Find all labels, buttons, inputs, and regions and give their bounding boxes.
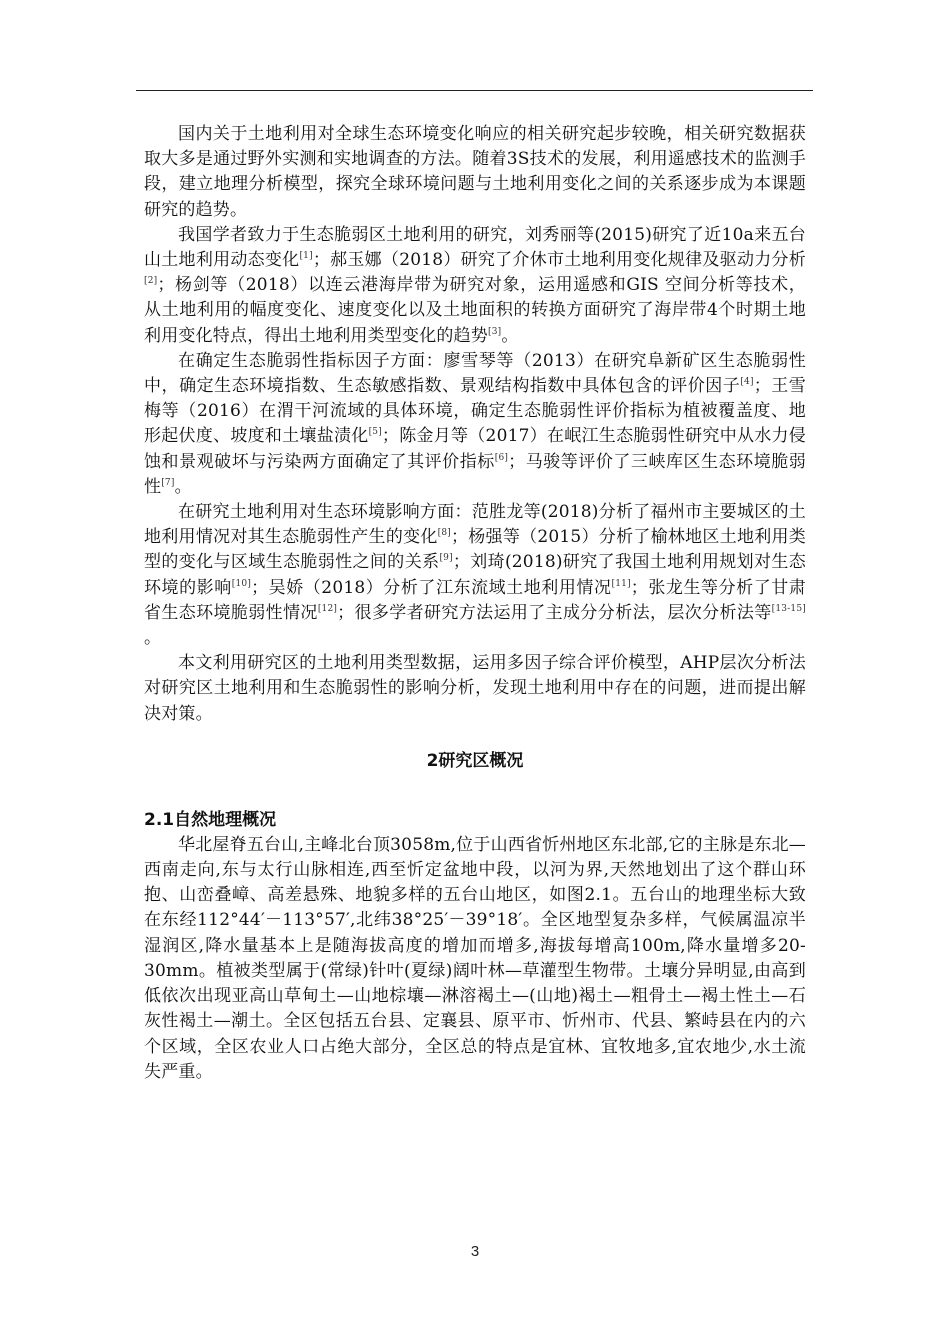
citation-ref: [10] — [231, 578, 252, 589]
text-run: ；杨剑等（2018）以连云港海岸带为研究对象，运用遥感和GIS 空间分析等技术，从土地利用的幅度变化、速度变化以及土地面积的转换方面研究了海岸带4个时期土地利用变化特点，得出土地利用类型变化的趋势 — [144, 275, 806, 346]
text-run: ；张龙生等分析了甘肃省生态环境脆弱性情况 — [144, 577, 807, 623]
paragraph-land-use-studies — [144, 223, 806, 349]
text-run: ；很多学者研究方法运用了主成分分析法，层次分析法等 — [337, 602, 772, 623]
citation-ref: [7] — [161, 477, 175, 488]
text-run: ；吴娇（2018）分析了江东流域土地利用情况 — [251, 577, 612, 598]
paragraph-natural-geography: 华北屋脊五台山,主峰北台顶3058m,位于山西省忻州地区东北部,它的主脉是东北—西南走向,东与太行山脉相连,西至忻定盆地中段，以河为界,天然地划出了这个群山环抱、山峦叠嶂、高差悬殊、地貌多样的五台山地区，如图2.1。五台山的地理坐标大致在东经112°44′－113°57′,北纬38°25′－39°18′。全区地型复杂多样，气候属温凉半湿润区,降水量基本上是随海拔高度的增加而增多,海拔每增高100m,降水量增多20-30mm。植被类型属于(常绿)针叶(夏绿)阔叶林—草灌型生物带。土壤分异明显,由高到低依次出现亚高山草甸土—山地棕壤—淋溶褐土—(山地)褐土—粗骨土—褐土性土—石灰性褐土—潮土。全区包括五台县、定襄县、原平市、忻州市、代县、繁峙县在内的六个区域，全区农业人口占绝大部分，全区总的特点是宜林、宜牧地多,宜农地少,水土流失严重。 — [144, 834, 806, 1082]
text-run: 我国学者致力于生态脆弱区土地利用的研究，刘秀丽等(2015)研究了近10a来五台山土地利用动态变化 — [144, 224, 806, 271]
citation-ref: [13-15] — [771, 603, 806, 614]
text-run: 。 — [501, 325, 519, 346]
text-run: 在确定生态脆弱性指标因子方面：廖雪琴等（2013）在研究阜新矿区生态脆弱性中，确定生态环境指数、生态敏感指数、景观结构指数中具体包含的评价因子 — [144, 350, 806, 397]
citation-ref: [6] — [494, 452, 509, 463]
text-run: ；刘琦(2018)研究了我国土地利用规划对生态环境的影响 — [144, 552, 806, 598]
header-rule — [136, 90, 813, 91]
paragraph-vulnerability-indicators — [144, 349, 806, 500]
text-run: ；陈金月等（2017）在岷江生态脆弱性研究中从水力侵蚀和景观破坏与污染两方面确定了其评价指标 — [144, 426, 806, 472]
text-run: 。 — [174, 476, 192, 497]
text-run: ；杨强等（2015）分析了榆林地区土地利用类型的变化与区域生态脆弱性之间的关系 — [144, 527, 806, 573]
text-run: ；郝玉娜（2018）研究了介休市土地利用变化规律及驱动力分析 — [312, 250, 806, 271]
text-run: ；王雪梅等（2016）在渭干河流域的具体环境，确定生态脆弱性评价指标为植被覆盖度、地形起伏度、坡度和土壤盐渍化 — [144, 376, 806, 447]
citation-ref: [1] — [299, 251, 313, 262]
section-heading: 2研究区概况 — [426, 750, 524, 771]
citation-ref: [5] — [368, 427, 382, 438]
body-text — [144, 122, 806, 1085]
citation-ref: [3] — [488, 326, 502, 337]
paragraph-research-background: 国内关于土地利用对全球生态环境变化响应的相关研究起步较晚，相关研究数据获取大多是通过野外实测和实地调查的方法。随着3S技术的发展，利用遥感技术的监测手段，建立地理分析模型，探究全球环境问题与土地利用变化之间的关系逐步成为本课题研究的趋势。 — [144, 124, 806, 220]
paragraph-study-method: 本文利用研究区的土地利用类型数据，运用多因子综合评价模型，AHP层次分析法对研究区土地利用和生态脆弱性的影响分析，发现土地利用中存在的问题，进而提出解决对策。 — [144, 653, 806, 724]
citation-ref: [2] — [144, 276, 158, 287]
citation-ref: [12] — [317, 603, 338, 614]
citation-ref: [8] — [437, 528, 452, 539]
citation-ref: [9] — [439, 553, 453, 564]
citation-ref: [11] — [611, 578, 631, 589]
subsection-heading: 2.1自然地理概况 — [144, 809, 277, 830]
paragraph-ecological-impact — [144, 500, 806, 651]
citation-ref: [4] — [740, 377, 754, 388]
text-run: 在研究土地利用对生态环境影响方面：范胜龙等(2018)分析了福州市主要城区的土地利用情况对其生态脆弱性产生的变化 — [144, 502, 806, 548]
text-run: 。 — [144, 628, 162, 649]
page-number: 3 — [470, 1243, 480, 1260]
text-run: ；马骏等评价了三峡库区生态环境脆弱性 — [144, 451, 806, 497]
